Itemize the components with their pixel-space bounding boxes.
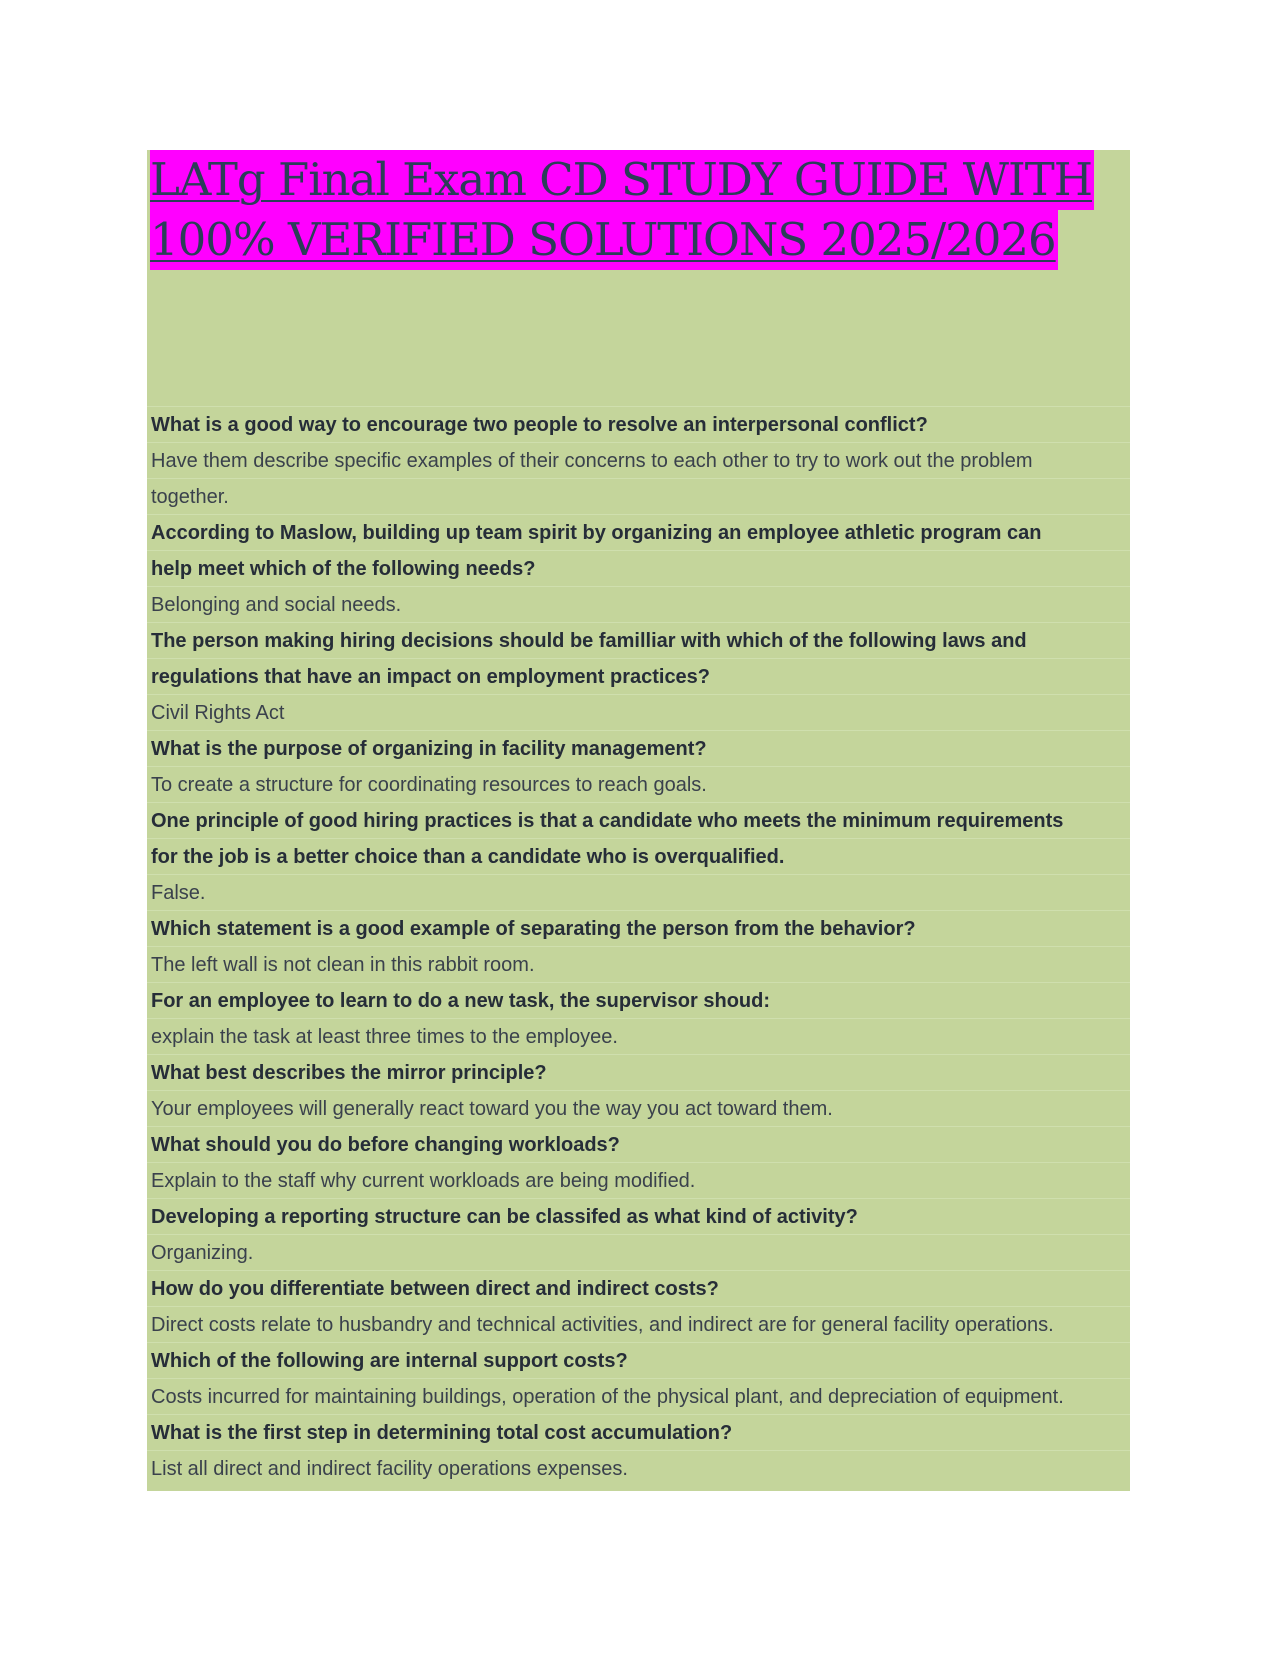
title-line-1: LATg Final Exam CD STUDY GUIDE WITH (150, 150, 1094, 210)
question-line: What best describes the mirror principle? (147, 1054, 1130, 1090)
question-line: What is the purpose of organizing in facility management? (147, 730, 1130, 766)
question-answer-list (147, 406, 1130, 1486)
question-line: What is the first step in determining total cost accumulation? (147, 1414, 1130, 1450)
question-line: for the job is a better choice than a candidate who is overqualified. (147, 838, 1130, 874)
answer-line: To create a structure for coordinating resources to reach goals. (147, 766, 1130, 802)
answer-line: Direct costs relate to husbandry and technical activities, and indirect are for general facility operations. (147, 1306, 1130, 1342)
answer-line: Costs incurred for maintaining buildings, operation of the physical plant, and depreciation of equipment. (147, 1378, 1130, 1414)
answer-line: together. (147, 478, 1130, 514)
answer-line: Your employees will generally react toward you the way you act toward them. (147, 1090, 1130, 1126)
answer-line: Explain to the staff why current workloads are being modified. (147, 1162, 1130, 1198)
question-line: Which statement is a good example of separating the person from the behavior? (147, 910, 1130, 946)
answer-line: Civil Rights Act (147, 694, 1130, 730)
page-title (150, 150, 1094, 270)
answer-line: Have them describe specific examples of their concerns to each other to try to work out the problem (147, 442, 1130, 478)
answer-line: Belonging and social needs. (147, 586, 1130, 622)
question-line: For an employee to learn to do a new task, the supervisor shoud: (147, 982, 1130, 1018)
title-line-2: 100% VERIFIED SOLUTIONS 2025/2026 (150, 210, 1058, 270)
question-line: Developing a reporting structure can be classifed as what kind of activity? (147, 1198, 1130, 1234)
question-line: What should you do before changing workloads? (147, 1126, 1130, 1162)
answer-line: explain the task at least three times to the employee. (147, 1018, 1130, 1054)
answer-line: List all direct and indirect facility operations expenses. (147, 1450, 1130, 1486)
question-line: How do you differentiate between direct and indirect costs? (147, 1270, 1130, 1306)
question-line: The person making hiring decisions should be familliar with which of the following laws and (147, 622, 1130, 658)
question-line: According to Maslow, building up team spirit by organizing an employee athletic program can (147, 514, 1130, 550)
answer-line: Organizing. (147, 1234, 1130, 1270)
question-line: Which of the following are internal support costs? (147, 1342, 1130, 1378)
question-line: What is a good way to encourage two people to resolve an interpersonal conflict? (147, 406, 1130, 442)
question-line: regulations that have an impact on employment practices? (147, 658, 1130, 694)
question-line: One principle of good hiring practices is that a candidate who meets the minimum requirements (147, 802, 1130, 838)
question-line: help meet which of the following needs? (147, 550, 1130, 586)
answer-line: False. (147, 874, 1130, 910)
answer-line: The left wall is not clean in this rabbit room. (147, 946, 1130, 982)
